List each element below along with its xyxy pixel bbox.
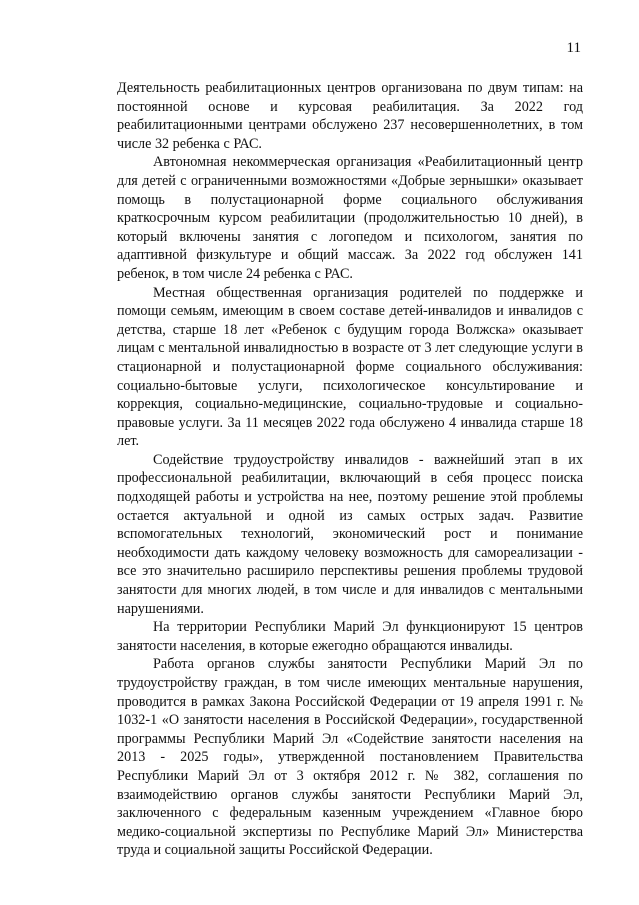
paragraph-dobrye-zernyshki: Автономная некоммерческая организация «Реабилитационный центр для детей с ограниченными возможностями «Добрые зернышки» оказывает помощь в полустационарной форме социального обслуживания краткосрочным курсом реабилитации (продолжительностью 10 дней), в который включены занятия с логопедом и психологом, занятия по адаптивной физкультуре и общий массаж. За 2022 год обслужен 141 ребенок, в том числе 24 ребенка с РАС. xyxy=(117,154,583,282)
paragraph-rehab-centers: Деятельность реабилитационных центров организована по двум типам: на постоянной основе и курсовая реабилитация. За 2022 год реабилитационными центрами обслужено 237 несовершеннолетних, в том числе 32 ребенка с РАС. xyxy=(117,80,583,152)
paragraph-employment-service-work: Работа органов службы занятости Республики Марий Эл по трудоустройству граждан, в том числе имеющих ментальные нарушения, проводится в рамках Закона Российской Федерации от 19 апреля 1991 г. № 1032-1 «О занятости населения в Российской Федерации», государственной программы Республики Марий Эл «Содействие занятости населения на 2013 - 2025 годы», утвержденной постановлением Правительства Республики Марий Эл от 3 октября 2012 г. № 382, соглашения по взаимодействию органов службы занятости Республики Марий Эл, заключенного с федеральным казенным учреждением «Главное бюро медико-социальной экспертизы по Республике Марий Эл» Министерства труда и социальной защиты Российской Федерации. xyxy=(117,656,583,859)
paragraph-employment-centers: На территории Республики Марий Эл функционируют 15 центров занятости населения, в которые ежегодно обращаются инвалиды. xyxy=(117,619,583,654)
document-body xyxy=(117,79,583,860)
paragraph-parents-organization: Местная общественная организация родителей по поддержке и помощи семьям, имеющим в своем составе детей-инвалидов и инвалидов с детства, старше 18 лет «Ребенок с будущим города Волжска» оказывает лицам с ментальной инвалидностью в возрасте от 3 лет следующие услуги в стационарной и полустационарной форме социального обслуживания: социально-бытовые услуги, психологическое консультирование и коррекция, социально-медицинские, социально-трудовые и социально-правовые услуги. За 11 месяцев 2022 года обслужено 4 инвалида старше 18 лет. xyxy=(117,284,583,450)
paragraph-employment-assistance: Содействие трудоустройству инвалидов - важнейший этап в их профессиональной реабилитации, включающий в себя процесс поиска подходящей работы и устройства на нее, поэтому решение этой проблемы остается актуальной и одной из самых острых задач. Развитие вспомогательных технологий, экономический рост и понимание необходимости дать каждому человеку возможность для самореализации - все это значительно расширило перспективы решения проблемы трудовой занятости для многих людей, в том числе и для инвалидов с ментальными нарушениями. xyxy=(117,451,583,617)
page-number: 11 xyxy=(566,40,581,56)
